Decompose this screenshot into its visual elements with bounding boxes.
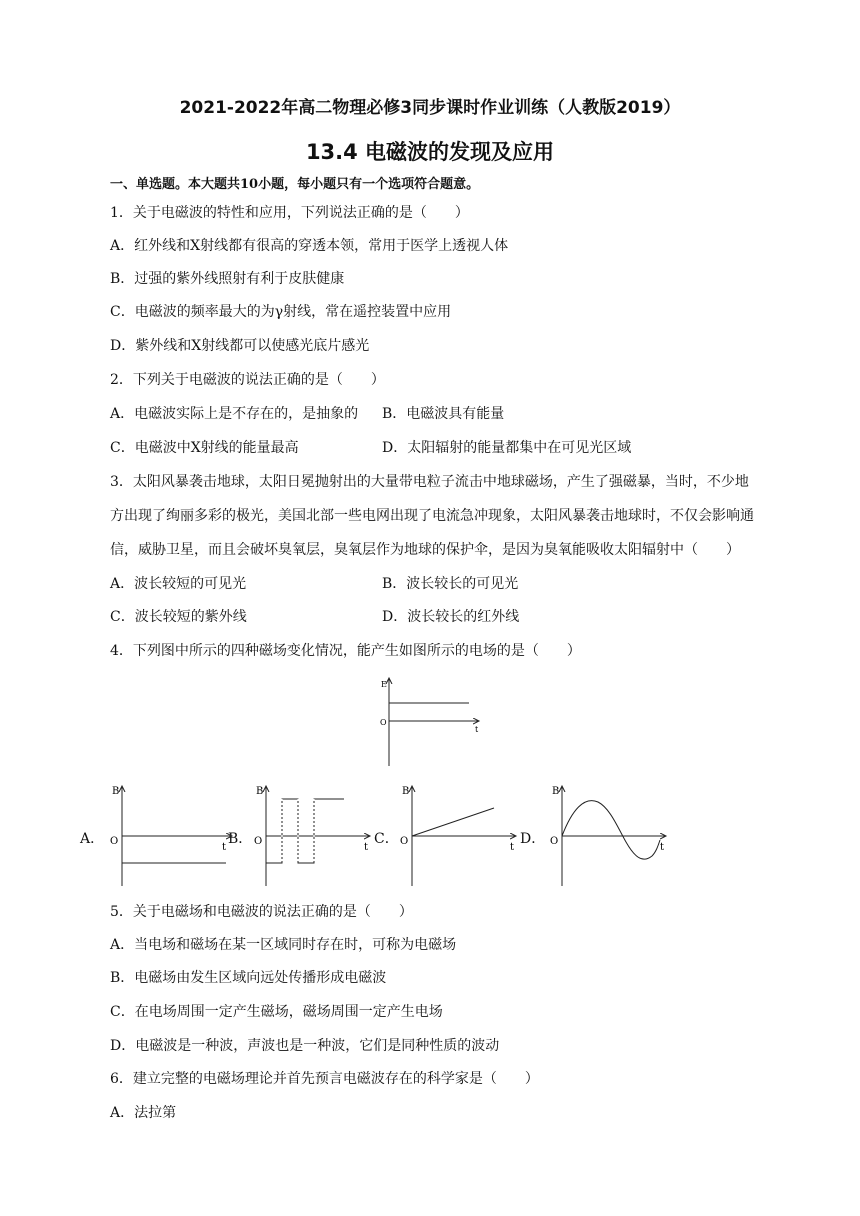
q5-stem: 5．关于电磁场和电磁波的说法正确的是（ ） bbox=[110, 904, 413, 920]
section-heading: 一、单选题。本大题共10小题，每小题只有一个选项符合题意。 bbox=[110, 177, 480, 192]
q2-option-b: B．电磁波具有能量 bbox=[382, 406, 505, 422]
y-axis-label: B bbox=[552, 786, 560, 797]
q1-option-a: A．红外线和X射线都有很高的穿透本领，常用于医学上透视人体 bbox=[110, 238, 509, 254]
q4-reference-graph bbox=[375, 674, 485, 769]
y-axis-label: B bbox=[112, 786, 120, 797]
q6-stem: 6．建立完整的电磁场理论并首先预言电磁波存在的科学家是（ ） bbox=[110, 1071, 539, 1087]
q1-option-b: B．过强的紫外线照射有利于皮肤健康 bbox=[110, 271, 345, 287]
y-axis-label: B bbox=[402, 786, 410, 797]
q1-option-c: C．电磁波的频率最大的为γ射线，常在遥控装置中应用 bbox=[110, 304, 452, 320]
origin-label: O bbox=[110, 836, 119, 847]
q4-option-b-label: B． bbox=[228, 831, 253, 847]
q4-graph-b bbox=[252, 782, 374, 890]
q1-stem: 1．关于电磁波的特性和应用，下列说法正确的是（ ） bbox=[110, 205, 469, 221]
b-square-wave bbox=[266, 799, 344, 863]
origin-label: O bbox=[400, 836, 409, 847]
q5-option-b: B．电磁场由发生区域向远处传播形成电磁波 bbox=[110, 970, 387, 986]
q1-option-d: D．紫外线和X射线都可以使感光底片感光 bbox=[110, 338, 370, 354]
q3-option-d: D．波长较长的红外线 bbox=[382, 609, 520, 625]
q3-stem-line3: 信，威胁卫星，而且会破坏臭氧层，臭氧层作为地球的保护伞，是因为臭氧能吸收太阳辐射中（ ） bbox=[110, 542, 740, 558]
origin-label: O bbox=[254, 836, 263, 847]
origin-label: O bbox=[380, 718, 387, 727]
q4-option-c-label: C． bbox=[374, 831, 399, 847]
q3-option-a: A．波长较短的可见光 bbox=[110, 576, 247, 592]
x-axis-label: t bbox=[475, 725, 479, 734]
q5-option-c: C．在电场周围一定产生磁场，磁场周围一定产生电场 bbox=[110, 1004, 443, 1020]
x-axis-label: t bbox=[660, 842, 665, 853]
q4-option-d-label: D． bbox=[520, 831, 546, 847]
y-axis-label: B bbox=[256, 786, 264, 797]
q5-option-a: A．当电场和磁场在某一区域同时存在时，可称为电磁场 bbox=[110, 937, 457, 953]
q4-option-a-label: A． bbox=[80, 831, 105, 847]
q5-option-d: D．电磁波是一种波，声波也是一种波，它们是同种性质的波动 bbox=[110, 1038, 500, 1054]
x-axis-label: t bbox=[510, 842, 515, 853]
q3-option-c: C．波长较短的紫外线 bbox=[110, 609, 247, 625]
q2-option-a: A．电磁波实际上是不存在的，是抽象的 bbox=[110, 406, 359, 422]
q2-stem: 2．下列关于电磁波的说法正确的是（ ） bbox=[110, 372, 385, 388]
x-axis-label: t bbox=[364, 842, 369, 853]
b-sine-wave bbox=[562, 801, 660, 860]
y-axis-label: E bbox=[381, 680, 387, 689]
q4-graph-a bbox=[108, 782, 238, 890]
origin-label: O bbox=[550, 836, 559, 847]
lesson-title: 13.4 电磁波的发现及应用 bbox=[305, 140, 555, 164]
q6-option-a: A．法拉第 bbox=[110, 1105, 177, 1121]
q3-stem-line2: 方出现了绚丽多彩的极光，美国北部一些电网出现了电流急冲现象，太阳风暴袭击地球时，不仅会影响通 bbox=[110, 508, 754, 524]
q3-stem-line1: 3．太阳风暴袭击地球，太阳日冕抛射出的大量带电粒子流击中地球磁场，产生了强磁暴，当时，不少地 bbox=[110, 474, 749, 490]
q4-graph-c bbox=[398, 782, 520, 890]
x-axis-label: t bbox=[222, 842, 227, 853]
document-title: 2021-2022年高二物理必修3同步课时作业训练（人教版2019） bbox=[179, 98, 681, 118]
q3-option-b: B．波长较长的可见光 bbox=[382, 576, 519, 592]
q2-option-d: D．太阳辐射的能量都集中在可见光区域 bbox=[382, 440, 632, 456]
q4-stem: 4．下列图中所示的四种磁场变化情况，能产生如图所示的电场的是（ ） bbox=[110, 643, 581, 659]
b-linear-line bbox=[412, 808, 494, 836]
q2-option-c: C．电磁波中X射线的能量最高 bbox=[110, 440, 299, 456]
q4-graph-d bbox=[548, 782, 670, 890]
